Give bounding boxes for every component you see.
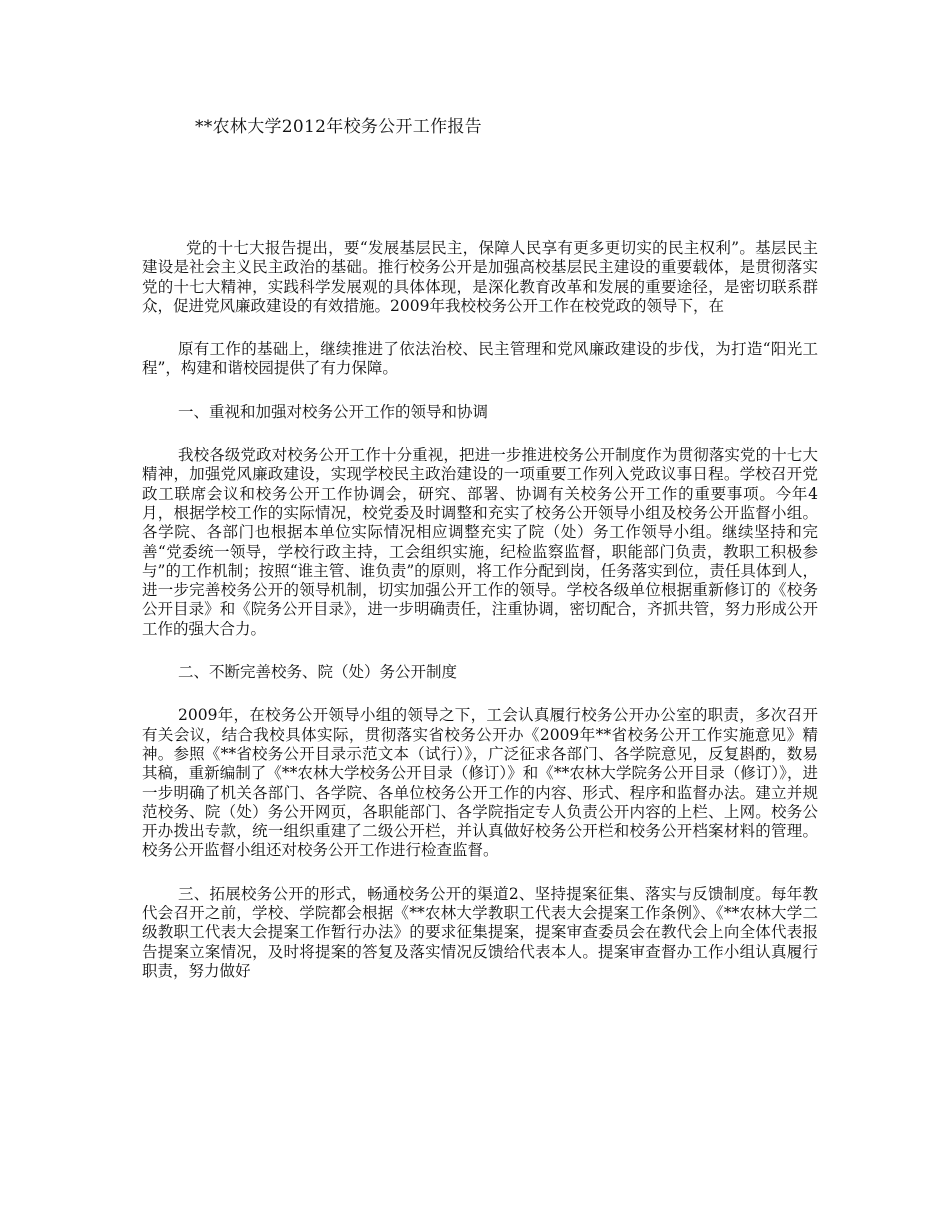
paragraph-section-1: 我校各级党政对校务公开工作十分重视，把进一步推进校务公开制度作为贯彻落实党的十七大精神，加强党风廉政建设，实现学校民主政治建设的一项重要工作列入党政议事日程。学校召开党政工联席会议和校务公开工作协调会，研究、部署、协调有关校务公开工作的重要事项。今年4月，根据学校工作的实际情况，校党委及时调整和充实了校务公开领导小组及校务公开监督小组。各学院、各部门也根据本单位实际情况相应调整充实了院（处）务工作领导小组。继续坚持和完善“党委统一领导，学校行政主持，工会组织实施，纪检监察监督，职能部门负责，教职工积极参与”的工作机制；按照“谁主管、谁负责”的原则，将工作分配到岗，任务落实到位，责任具体到人，进一步完善校务公开的领导机制，切实加强公开工作的领导。学校各级单位根据重新修订的《校务公开目录》和《院务公开目录》，进一步明确责任，注重协调，密切配合，齐抓共管，努力形成公开工作的强大合力。 [142,446,818,638]
document-body [142,239,818,1005]
paragraph-section-3: 三、拓展校务公开的形式，畅通校务公开的渠道2、坚持提案征集、落实与反馈制度。每年教代会召开之前，学校、学院都会根据《**农林大学教职工代表大会提案工作条例》、《**农林大学二级教职工代表大会提案工作暂行办法》的要求征集提案，提案审查委员会在教代会上向全体代表报告提案立案情况，及时将提案的答复及落实情况反馈给代表本人。提案审查督办工作小组认真履行职责，努力做好 [142,884,818,980]
paragraph-section-2: 2009年，在校务公开领导小组的领导之下，工会认真履行校务公开办公室的职责，多次召开有关会议，结合我校具体实际，贯彻落实省校务公开办《2009年**省校务公开工作实施意见》精神。参照《**省校务公开目录示范文本（试行）》，广泛征求各部门、各学院意见，反复斟酌，数易其稿，重新编制了《**农林大学校务公开目录（修订）》和《**农林大学院务公开目录（修订）》，进一步明确了机关各部门、各学院、各单位校务公开工作的内容、形式、程序和监督办法。建立并规范校务、院（处）务公开网页，各职能部门、各学院指定专人负责公开内容的上栏、上网。校务公开办拨出专款，统一组织重建了二级公开栏，并认真做好校务公开栏和校务公开档案材料的管理。校务公开监督小组还对校务公开工作进行检查监督。 [142,706,818,860]
paragraph-intro: 党的十七大报告提出，要“发展基层民主，保障人民享有更多更切实的民主权利”。基层民主建设是社会主义民主政治的基础。推行校务公开是加强高校基层民主建设的重要载体，是贯彻落实党的十七大精神，实践科学发展观的具体体现，是深化教育改革和发展的重要途径，是密切联系群众，促进党风廉政建设的有效措施。2009年我校校务公开工作在校党政的领导下，在 [142,239,818,315]
document-title: **农林大学2012年校务公开工作报告 [195,117,482,137]
section-heading-2: 二、不断完善校务、院（处）务公开制度 [178,663,458,682]
section-heading-1: 一、重视和加强对校务公开工作的领导和协调 [178,402,489,421]
paragraph-intro-continued: 原有工作的基础上，继续推进了依法治校、民主管理和党风廉政建设的步伐，为打造“阳光工程”，构建和谐校园提供了有力保障。 [142,340,818,378]
